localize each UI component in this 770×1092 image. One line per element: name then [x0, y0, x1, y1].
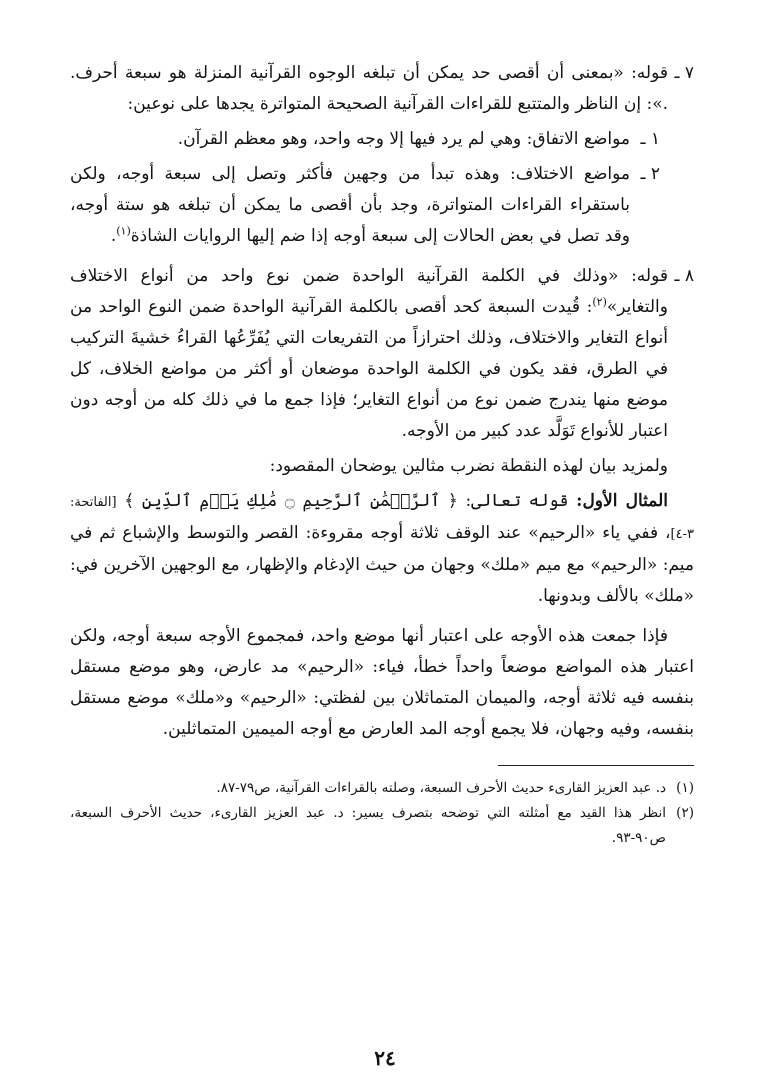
footnote-number: (٢) — [676, 805, 694, 821]
item-text-wrap — [70, 261, 668, 447]
item-text-b: : قُيدت السبعة كحد أقصى بالكلمة القرآنية الواحدة ضمن النوع الواحد من أنواع التغاير والاختلاف، وذلك احترازاً من التفريعات التي يُفَرِّعُها القراءُ خشيةَ التركيب في الطرق، فقد يكون في الكلمة الواحدة موضعان أو أكثر من مواضع الخلاف، كل موضع منها يندرج ضمن نوع من أنواع التغاير؛ فإذا جمع ما في ذلك كله من أوجه دون اعتبار للأنواع تَوَلَّد عدد كبير من الأوجه. — [70, 297, 668, 441]
verse-reference: [الفاتحة: ٣-٤] — [70, 495, 694, 542]
item-text: قوله: «بمعنى أن أقصى حد يمكن أن تبلغه الوجوه القرآنية المنزلة هو سبعة أحرف. .»: إن الناظر والمتتبع للقراءات القرآنية الصحيحة المتواترة يجدها على نوعين: — [70, 63, 668, 114]
item-7 — [70, 58, 694, 120]
footnote-text: انظر هذا القيد مع أمثلته التي توضحه بتصرف يسير: د. عبد العزيز القارىء، حديث الأحرف السبعة، ص٩٠-٩٣. — [70, 805, 666, 846]
item-number: ٧ ـ — [674, 63, 694, 83]
item-8 — [70, 261, 694, 447]
intro-paragraph: ولمزيد بيان لهذه النقطة نضرب مثالين يوضحان المقصود: — [269, 456, 668, 476]
subitem-number: ٢ ـ — [640, 164, 660, 184]
footnote-2 — [70, 801, 694, 851]
item-text-a: قوله: «وذلك في الكلمة القرآنية الواحدة ضمن نوع واحد من أنواع الاختلاف والتغاير» — [70, 266, 668, 317]
footnote-text: د. عبد العزيز القارىء حديث الأحرف السبعة، وصلته بالقراءات القرآنية، ص٧٩-٨٧. — [216, 780, 666, 796]
example-lead: قوله تعالى: — [465, 491, 569, 511]
subitem-text: مواضع الاختلاف: وهذه تبدأ من وجهين فأكثر وتصل إلى سبعة أوجه، ولكن باستقراء القراءات المتواترة، وجد بأن أقصى ما يمكن أن تبلغه هو ستة أوجه، وقد تصل في بعض الحالات إلى سبعة أوجه إذا ضم إليها الروايات الشاذة — [70, 164, 630, 246]
footnote-separator — [498, 765, 694, 766]
subitem-tail: . — [110, 226, 117, 246]
subitem-text: مواضع الاتفاق: وهي لم يرد فيها إلا وجه واحد، وهو معظم القرآن. — [177, 129, 630, 149]
subitem-2 — [70, 159, 694, 252]
footnote-number: (١) — [676, 780, 694, 796]
item-number: ٨ ـ — [674, 266, 694, 286]
subitem-1 — [70, 124, 694, 155]
subitem-number: ١ ـ — [640, 129, 660, 149]
example-paragraph — [70, 486, 694, 612]
subitem-text-wrap — [70, 159, 630, 252]
footnote-ref[interactable]: (٢) — [592, 295, 607, 309]
example-label: المثال الأول: — [576, 491, 669, 511]
footnote-ref[interactable]: (١) — [116, 224, 131, 238]
quran-verse: ﴿ ٱلرَّحۡمَٰنِ ٱلرَّحِيمِ ۝ مَٰلِكِ يَوۡمِ ٱلدِّينِ ﴾ — [124, 491, 458, 511]
example-text: ، ففي ياء «الرحيم» عند الوقف ثلاثة أوجه مقروءة: القصر والتوسط والإشباع ثم في ميم: «الرحيم» مع ميم «ملك» وجهان من حيث الإدغام والإظهار، مع الوجهين الآخرين في: «ملك» بالألف وبدونها. — [70, 523, 694, 606]
page-number: ٢٤ — [374, 1046, 396, 1070]
footnote-1 — [70, 776, 694, 801]
closing-paragraph: فإذا جمعت هذه الأوجه على اعتبار أنها موضع واحد، فمجموع الأوجه سبعة أوجه، ولكن اعتبار هذه المواضع موضعاً واحداً خطأ، فياء: «الرحيم» مد عارض، وهو موضع مستقل بنفسه فيه ثلاثة أوجه، والميمان المتماثلان بين لفظتي: «الرحيم» و«ملك» موضع مستقل بنفسه، وفيه وجهان، فلا يجمع أوجه المد العارض مع أوجه الميمين المتماثلين. — [70, 626, 694, 739]
